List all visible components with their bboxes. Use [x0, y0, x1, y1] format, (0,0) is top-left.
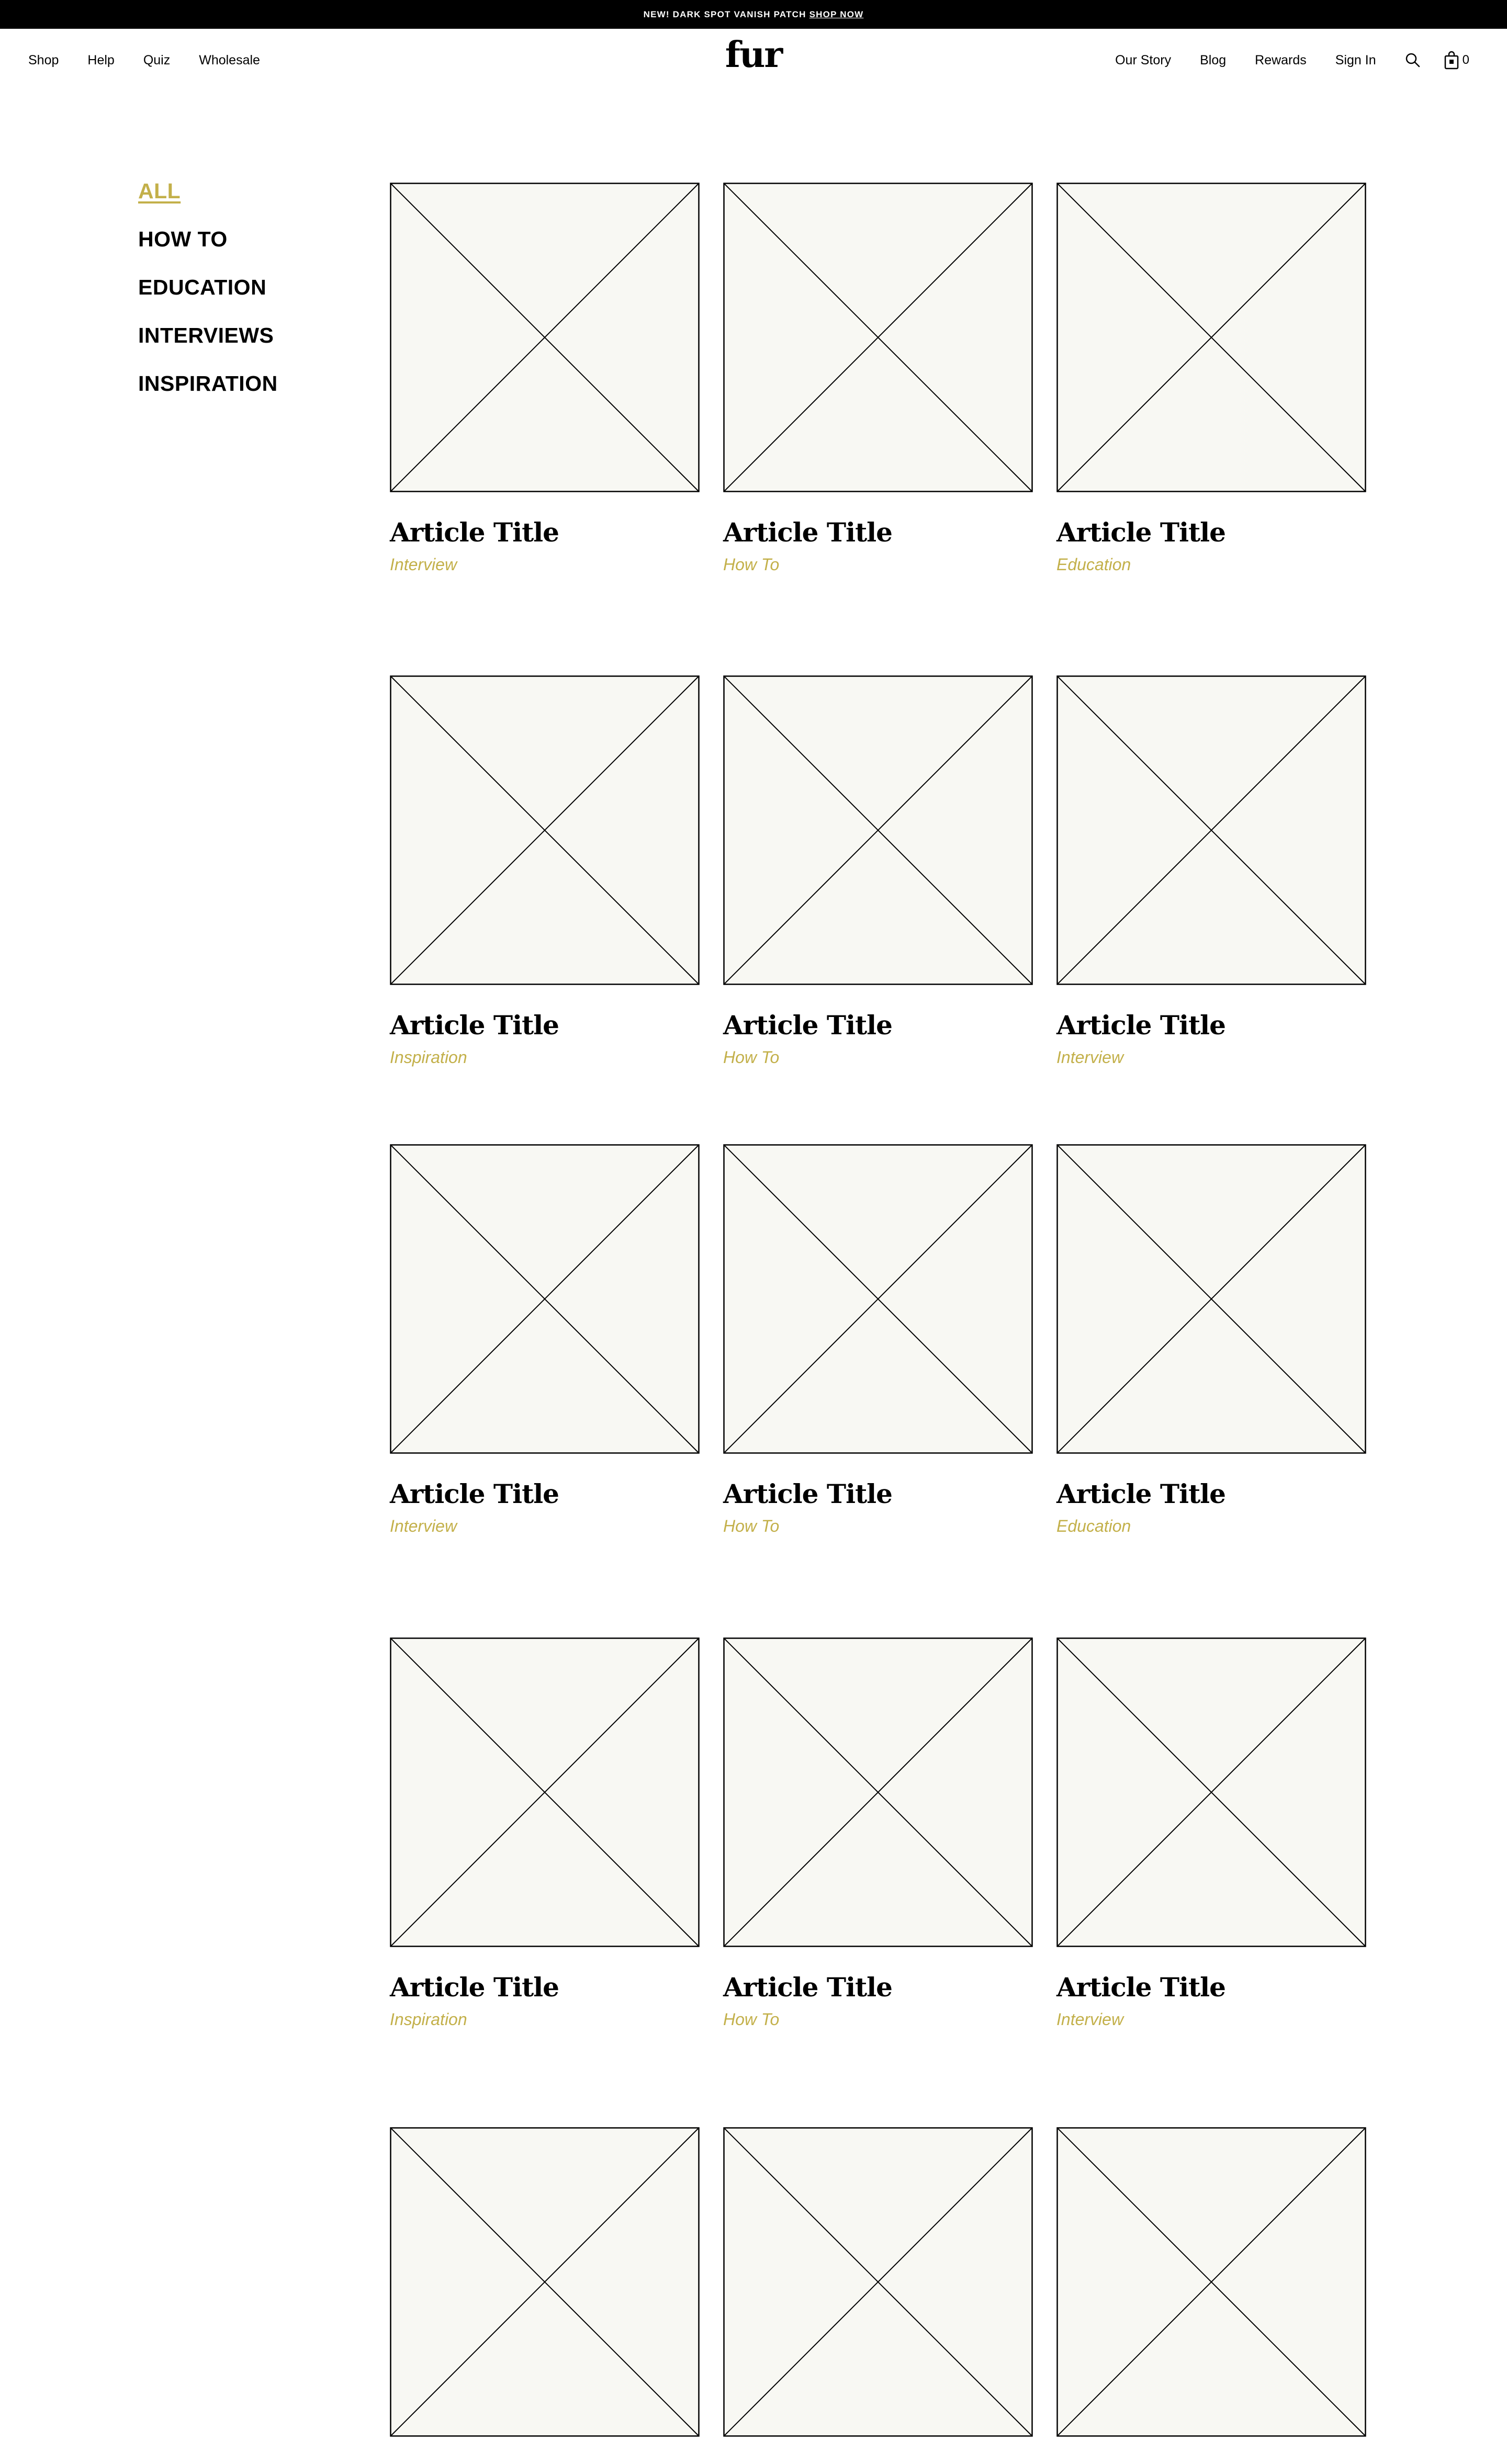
article-image-placeholder	[723, 183, 1033, 492]
article-title[interactable]: Article Title	[723, 1010, 892, 1041]
nav-wholesale-link[interactable]: Wholesale	[199, 52, 260, 67]
article-image-placeholder	[1056, 1637, 1366, 1947]
category-inspiration[interactable]: INSPIRATION	[138, 371, 278, 395]
article-image-placeholder	[723, 2127, 1033, 2437]
search-button[interactable]	[1405, 52, 1421, 68]
article-image-placeholder	[723, 675, 1033, 985]
article-title[interactable]: Article Title	[1056, 517, 1225, 548]
nav-sign-in-link[interactable]: Sign In	[1335, 52, 1376, 67]
article-category-tag: Interview	[1056, 1048, 1124, 1067]
article-card[interactable]	[390, 2127, 700, 2464]
announcement-shop-now-link[interactable]: SHOP NOW	[809, 9, 864, 19]
cart-count: 0	[1462, 53, 1469, 67]
article-card[interactable]	[1056, 183, 1366, 573]
category-how-to[interactable]: HOW TO	[138, 227, 228, 251]
article-title[interactable]: Article Title	[1056, 1972, 1225, 2003]
article-title[interactable]: Article Title	[390, 1478, 559, 1509]
nav-help-link[interactable]: Help	[87, 52, 115, 67]
article-card[interactable]	[390, 183, 700, 573]
article-category-tag: Interview	[390, 1517, 457, 1535]
nav-rewards-link[interactable]: Rewards	[1255, 52, 1307, 67]
article-image-placeholder	[390, 2127, 700, 2437]
article-card[interactable]	[390, 1144, 700, 1534]
article-card[interactable]	[723, 2127, 1033, 2464]
site-header	[0, 29, 1507, 92]
article-image-placeholder	[390, 675, 700, 985]
secondary-nav	[1086, 29, 1469, 92]
search-icon	[1405, 52, 1421, 68]
article-image-placeholder	[1056, 2127, 1366, 2437]
article-card[interactable]	[390, 1637, 700, 2028]
article-card[interactable]	[1056, 2127, 1366, 2464]
article-title[interactable]: Article Title	[1056, 1010, 1225, 1041]
nav-shop-link[interactable]: Shop	[28, 52, 59, 67]
article-image-placeholder	[1056, 675, 1366, 985]
article-title[interactable]: Article Title	[390, 1972, 559, 2003]
article-category-tag: Interview	[390, 555, 457, 574]
article-image-placeholder	[390, 1144, 700, 1454]
article-image-placeholder	[390, 183, 700, 492]
article-category-tag: Education	[1056, 1517, 1131, 1535]
article-title[interactable]: Article Title	[723, 1972, 892, 2003]
article-category-tag: Inspiration	[390, 2010, 467, 2029]
article-category-tag: How To	[723, 2010, 780, 2029]
article-title[interactable]: Article Title	[390, 517, 559, 548]
article-category-tag: How To	[723, 1048, 780, 1067]
article-category-tag: Education	[1056, 555, 1131, 574]
category-education[interactable]: EDUCATION	[138, 275, 267, 299]
article-image-placeholder	[390, 1637, 700, 1947]
article-card[interactable]	[1056, 675, 1366, 1066]
nav-our-story-link[interactable]: Our Story	[1115, 52, 1172, 67]
article-category-tag: Interview	[1056, 2010, 1124, 2029]
category-all[interactable]: ALL	[138, 179, 181, 203]
nav-blog-link[interactable]: Blog	[1200, 52, 1227, 67]
article-category-tag: How To	[723, 1517, 780, 1535]
article-image-placeholder	[723, 1637, 1033, 1947]
primary-nav	[28, 29, 289, 92]
article-card[interactable]	[1056, 1144, 1366, 1534]
article-card[interactable]	[723, 1144, 1033, 1534]
article-category-tag: How To	[723, 555, 780, 574]
article-card[interactable]	[723, 183, 1033, 573]
article-image-placeholder	[1056, 1144, 1366, 1454]
cart-icon	[1444, 51, 1459, 70]
article-card[interactable]	[390, 675, 700, 1066]
article-title[interactable]: Article Title	[1056, 1478, 1225, 1509]
category-filter	[138, 180, 278, 421]
article-category-tag: Inspiration	[390, 1048, 467, 1067]
article-card[interactable]	[1056, 1637, 1366, 2028]
category-interviews[interactable]: INTERVIEWS	[138, 323, 274, 347]
article-image-placeholder	[1056, 183, 1366, 492]
article-image-placeholder	[723, 1144, 1033, 1454]
article-card[interactable]	[723, 1637, 1033, 2028]
site-logo[interactable]: fur	[725, 34, 782, 76]
article-title[interactable]: Article Title	[723, 517, 892, 548]
article-card[interactable]	[723, 675, 1033, 1066]
article-title[interactable]: Article Title	[390, 1010, 559, 1041]
cart-button[interactable]	[1444, 51, 1469, 70]
article-title[interactable]: Article Title	[723, 1478, 892, 1509]
nav-quiz-link[interactable]: Quiz	[143, 52, 171, 67]
announcement-message: NEW! DARK SPOT VANISH PATCH	[643, 9, 806, 19]
announcement-bar	[0, 0, 1507, 29]
